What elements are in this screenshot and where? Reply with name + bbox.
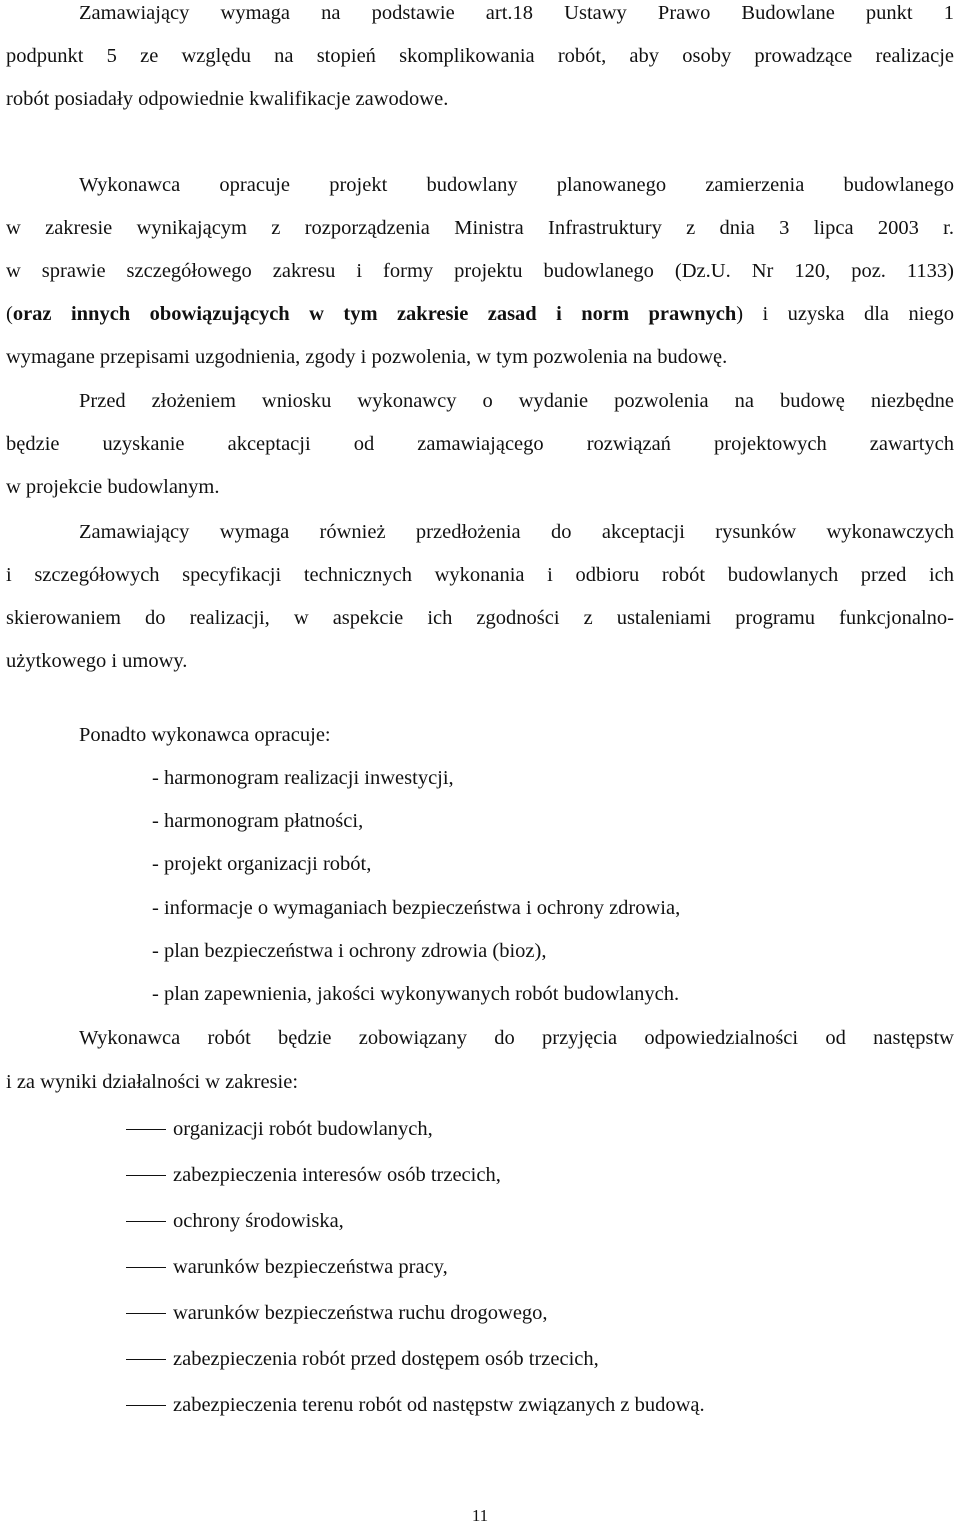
- paragraph-2-line-2: w zakresie wynikającym z rozporządzenia Ministra Infrastruktury z dnia 3 lipca 2003 r.: [6, 217, 954, 239]
- paragraph-6-list-item: warunków bezpieczeństwa ruchu drogowego,: [173, 1302, 548, 1324]
- paragraph-1-line-1: Zamawiający wymaga na podstawie art.18 Ustawy Prawo Budowlane punkt 1: [79, 2, 954, 24]
- paragraph-5-list-item: - projekt organizacji robót,: [152, 853, 372, 875]
- paragraph-2-line-4-open: (: [6, 303, 13, 325]
- dash-bullet-icon: [126, 1221, 166, 1222]
- paragraph-1-line-2: podpunkt 5 ze względu na stopień skomplikowania robót, aby osoby prowadzące realizacje: [6, 45, 954, 67]
- paragraph-1-line-3: robót posiadały odpowiednie kwalifikacje zawodowe.: [6, 88, 449, 110]
- dash-bullet-icon: [126, 1359, 166, 1360]
- paragraph-4-line-3: skierowaniem do realizacji, w aspekcie ich zgodności z ustaleniami programu funkcjonalno-: [6, 607, 954, 629]
- paragraph-4-line-2: i szczegółowych specyfikacji technicznych wykonania i odbioru robót budowlanych przed ich: [6, 564, 954, 586]
- paragraph-5-list-item: - harmonogram płatności,: [152, 810, 364, 832]
- paragraph-2-line-1: Wykonawca opracuje projekt budowlany planowanego zamierzenia budowlanego: [79, 174, 954, 196]
- paragraph-4-line-4: użytkowego i umowy.: [6, 650, 188, 672]
- paragraph-6-line-1: Wykonawca robót będzie zobowiązany do przyjęcia odpowiedzialności od następstw: [79, 1027, 954, 1049]
- paragraph-6-list-item: zabezpieczenia terenu robót od następstw związanych z budową.: [173, 1394, 705, 1416]
- paragraph-5-list-item: - informacje o wymaganiach bezpieczeństwa i ochrony zdrowia,: [152, 897, 681, 919]
- paragraph-3-line-1: Przed złożeniem wniosku wykonawcy o wydanie pozwolenia na budowę niezbędne: [79, 390, 954, 412]
- paragraph-6-line-2: i za wyniki działalności w zakresie:: [6, 1071, 299, 1093]
- paragraph-2-line-4-close: ) i uzyska dla niego: [736, 303, 954, 325]
- page-number: 11: [471, 1506, 489, 1525]
- dash-bullet-icon: [126, 1129, 166, 1130]
- dash-bullet-icon: [126, 1405, 166, 1406]
- dash-bullet-icon: [126, 1267, 166, 1268]
- paragraph-3-line-3: w projekcie budowlanym.: [6, 476, 220, 498]
- paragraph-5-list-item: - plan bezpieczeństwa i ochrony zdrowia (bioz),: [152, 940, 547, 962]
- paragraph-6-list-item: warunków bezpieczeństwa pracy,: [173, 1256, 448, 1278]
- dash-bullet-icon: [126, 1175, 166, 1176]
- paragraph-5-intro: Ponadto wykonawca opracuje:: [79, 724, 331, 746]
- dash-bullet-icon: [126, 1313, 166, 1314]
- paragraph-6-list-item: zabezpieczenia interesów osób trzecich,: [173, 1164, 501, 1186]
- paragraph-3-line-2: będzie uzyskanie akceptacji od zamawiającego rozwiązań projektowych zawartych: [6, 433, 954, 455]
- paragraph-2-line-5: wymagane przepisami uzgodnienia, zgody i pozwolenia, w tym pozwolenia na budowę.: [6, 346, 728, 368]
- paragraph-5-list-item: - harmonogram realizacji inwestycji,: [152, 767, 454, 789]
- paragraph-2-line-3: w sprawie szczegółowego zakresu i formy projektu budowlanego (Dz.U. Nr 120, poz. 1133): [6, 260, 954, 282]
- paragraph-6-list-item: zabezpieczenia robót przed dostępem osób trzecich,: [173, 1348, 599, 1370]
- paragraph-6-list-item: ochrony środowiska,: [173, 1210, 344, 1232]
- paragraph-6-list-item: organizacji robót budowlanych,: [173, 1118, 433, 1140]
- paragraph-4-line-1: Zamawiający wymaga również przedłożenia do akceptacji rysunków wykonawczych: [79, 521, 954, 543]
- paragraph-2-line-4: [6, 302, 954, 326]
- paragraph-5-list-item: - plan zapewnienia, jakości wykonywanych robót budowlanych.: [152, 983, 680, 1005]
- paragraph-2-bold-clause: oraz innych obowiązujących w tym zakresie zasad i norm prawnych: [12, 303, 737, 325]
